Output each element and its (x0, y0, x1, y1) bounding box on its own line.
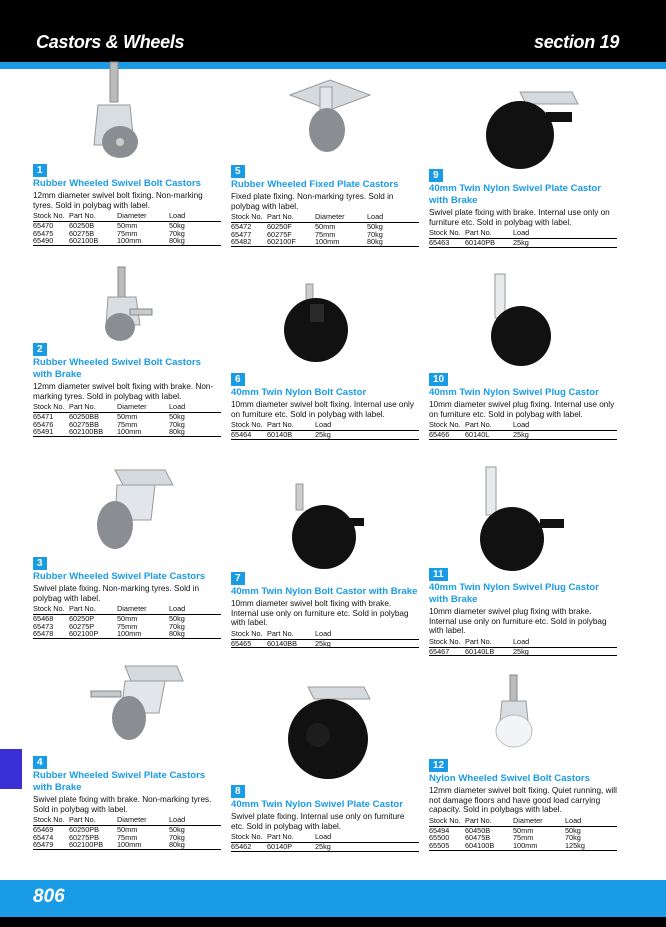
cell: 65494 (429, 825, 450, 835)
col-load: Load (513, 229, 617, 239)
cell: 60140B (267, 431, 315, 440)
table-row (231, 238, 419, 246)
col-stock: Stock No. (429, 421, 465, 431)
col-load: Load (169, 605, 221, 615)
cell: 65490 (33, 237, 69, 245)
product-number: 6 (231, 373, 245, 386)
cell: 70kg (367, 229, 383, 239)
col-part: Part No. (69, 403, 117, 413)
cell: 65474 (33, 832, 54, 842)
col-stock: Stock No. (231, 421, 267, 431)
cell: 50mm (315, 222, 336, 232)
col-diameter: Diameter (117, 605, 169, 615)
product-title: Rubber Wheeled Swivel Plate Castors (33, 571, 206, 582)
page-number: 806 (33, 886, 65, 907)
product-number: 11 (429, 568, 448, 581)
cell: 60275F (267, 229, 292, 239)
product-title: Rubber Wheeled Swivel Bolt Castors (33, 178, 201, 189)
product-description: 10mm diameter swivel bolt fixing. Internal use only on furniture etc. Sold in polybag with label. (231, 400, 414, 419)
castor-twin-plug-black-image (485, 272, 560, 372)
col-load: Load (513, 421, 617, 431)
product-description: Fixed plate fixing. Non-marking tyres. Sold in polybag with label. (231, 192, 394, 211)
product-title: 40mm Twin Nylon Swivel Plate Castor (231, 799, 404, 810)
product-number: 9 (429, 169, 443, 182)
cell: 80kg (169, 630, 221, 638)
castor-nylon-bolt-white-image (480, 673, 550, 753)
cell: 60475B (465, 833, 491, 843)
product-number: 8 (231, 785, 245, 798)
castor-twin-plate-brake-black-image (480, 90, 580, 175)
product-7 (231, 568, 419, 648)
product-table (33, 605, 221, 639)
product-description: Swivel plate fixing with brake. Non-marking tyres. Sold in polybag with label. (33, 795, 212, 814)
product-description: Swivel plate fixing. Internal use only on furniture etc. Sold in polybag with label. (231, 812, 405, 831)
cell: 75mm (117, 228, 138, 238)
cell: 60140PB (465, 239, 513, 248)
cell: 60250B (69, 221, 95, 231)
cell: 50kg (169, 614, 185, 624)
table-row (429, 647, 617, 656)
header-bar (0, 0, 666, 62)
cell: 602100B (69, 237, 117, 245)
cell: 70kg (169, 419, 185, 429)
product-3 (33, 553, 221, 639)
cell: 50mm (117, 614, 138, 624)
cell: 70kg (169, 621, 185, 631)
product-table (429, 229, 617, 248)
product-description: Swivel plate fixing. Non-marking tyres. Sold in polybag with label. (33, 584, 200, 603)
table-row (429, 431, 617, 440)
product-table (231, 421, 419, 440)
table-row (429, 239, 617, 248)
product-number: 1 (33, 164, 47, 177)
cell: 50kg (367, 222, 383, 232)
cell: 60450B (465, 825, 491, 835)
cell: 60250BB (69, 412, 100, 422)
cell: 60275BB (69, 419, 100, 429)
cell: 65469 (33, 825, 54, 835)
cell: 60275PB (69, 832, 100, 842)
cell: 25kg (513, 239, 617, 248)
product-title: 40mm Twin Nylon Swivel Plate Castor with Brake (429, 183, 602, 206)
castor-bolt-grey-image (80, 60, 150, 160)
cell: 50mm (513, 825, 534, 835)
castor-twin-bolt-black-image (280, 282, 360, 372)
table-row (33, 237, 221, 245)
cell: 80kg (169, 237, 221, 245)
cell: 65505 (429, 842, 465, 850)
product-table (231, 833, 419, 852)
cell: 65466 (429, 431, 465, 440)
product-number: 7 (231, 572, 245, 585)
product-table (429, 817, 617, 851)
col-stock: Stock No. (231, 213, 267, 223)
col-part: Part No. (267, 630, 315, 640)
cell: 70kg (169, 832, 185, 842)
cell: 65463 (429, 239, 465, 248)
cell: 602100F (267, 238, 315, 246)
cell: 75mm (315, 229, 336, 239)
product-2 (33, 339, 221, 437)
cell: 60140BB (267, 639, 315, 648)
col-stock: Stock No. (429, 817, 465, 827)
col-load: Load (169, 816, 221, 826)
cell: 65462 (231, 843, 267, 852)
cell: 75mm (117, 419, 138, 429)
table-row (231, 843, 419, 852)
product-description: 12mm diameter swivel bolt fixing. Quiet running, will not damage floors and have good load carrying capacity. Sold in polybags with label. (429, 786, 617, 815)
col-diameter: Diameter (117, 816, 169, 826)
cell: 100mm (117, 237, 169, 245)
product-number: 10 (429, 373, 448, 386)
product-11 (429, 564, 617, 656)
product-number: 12 (429, 759, 448, 772)
table-row (231, 639, 419, 648)
castor-plate-grey-image (85, 465, 175, 555)
header-title: Castors & Wheels (36, 32, 185, 52)
product-6 (231, 369, 419, 440)
cell: 604100B (465, 842, 513, 850)
product-title: Rubber Wheeled Swivel Bolt Castors with Brake (33, 357, 201, 380)
cell: 75mm (117, 621, 138, 631)
cell: 602100BB (69, 428, 117, 436)
cell: 50kg (169, 412, 185, 422)
col-part: Part No. (465, 638, 513, 648)
cell: 50mm (117, 412, 138, 422)
col-load: Load (565, 817, 617, 827)
product-description: Swivel plate fixing with brake. Internal use only on furniture etc. Sold in polybag with label. (429, 208, 610, 227)
product-9 (429, 165, 617, 248)
cell: 65482 (231, 238, 267, 246)
table-row (231, 431, 419, 440)
col-stock: Stock No. (33, 403, 69, 413)
product-12 (429, 755, 617, 851)
product-title: 40mm Twin Nylon Swivel Plug Castor with Brake (429, 582, 599, 605)
castor-twin-bolt-brake-black-image (282, 482, 372, 572)
product-title: 40mm Twin Nylon Bolt Castor with Brake (231, 586, 418, 597)
product-description: 10mm diameter swivel bolt fixing with brake. Internal use only on furniture etc. Sold in polybag with label. (231, 599, 409, 628)
cell: 50kg (169, 221, 185, 231)
col-load: Load (169, 403, 221, 413)
product-1 (33, 160, 221, 246)
cell: 75mm (117, 832, 138, 842)
table-row (33, 630, 221, 638)
cell: 65500 (429, 833, 450, 843)
col-stock: Stock No. (231, 630, 267, 640)
cell: 60250P (69, 614, 95, 624)
cell: 25kg (513, 647, 617, 656)
col-load: Load (315, 421, 419, 431)
cell: 65473 (33, 621, 54, 631)
col-part: Part No. (267, 213, 315, 223)
product-description: 12mm diameter swivel bolt fixing with brake. Non-marking tyres. Sold in polybag with label. (33, 382, 214, 401)
castor-bolt-brake-grey-image (88, 265, 158, 345)
cell: 100mm (513, 842, 565, 850)
product-table (429, 638, 617, 657)
product-title: Nylon Wheeled Swivel Bolt Castors (429, 773, 590, 784)
product-title: 40mm Twin Nylon Bolt Castor (231, 387, 367, 398)
product-title: Rubber Wheeled Swivel Plate Castors with Brake (33, 770, 206, 793)
col-load: Load (513, 638, 617, 648)
cell: 25kg (315, 431, 419, 440)
product-number: 5 (231, 165, 245, 178)
product-description: 10mm diameter swivel plug fixing with brake. Internal use only on furniture etc. Sold in polybag with label. (429, 607, 607, 636)
product-description: 12mm diameter swivel bolt fixing. Non-marking tyres. Sold in polybag with label. (33, 191, 203, 210)
cell: 60250F (267, 222, 292, 232)
cell: 65472 (231, 222, 252, 232)
cell: 80kg (169, 841, 221, 849)
cell: 60140L (465, 431, 513, 440)
cell: 65471 (33, 412, 54, 422)
product-number: 2 (33, 343, 47, 356)
col-part: Part No. (465, 229, 513, 239)
col-diameter: Diameter (315, 213, 367, 223)
col-stock: Stock No. (33, 816, 69, 826)
col-part: Part No. (465, 817, 513, 827)
cell: 602100P (69, 630, 117, 638)
footer-bar (0, 880, 666, 917)
cell: 65478 (33, 630, 69, 638)
product-table (33, 403, 221, 437)
product-title: 40mm Twin Nylon Swivel Plug Castor (429, 387, 599, 398)
col-part: Part No. (267, 833, 315, 843)
cell: 65470 (33, 221, 54, 231)
col-load: Load (315, 833, 419, 843)
cell: 25kg (513, 431, 617, 440)
product-table (33, 212, 221, 246)
cell: 65468 (33, 614, 54, 624)
cell: 80kg (169, 428, 221, 436)
product-title: Rubber Wheeled Fixed Plate Castors (231, 179, 399, 190)
castor-fixed-plate-grey-image (282, 75, 372, 155)
product-table (429, 421, 617, 440)
product-4 (33, 752, 221, 850)
col-load: Load (169, 212, 221, 222)
product-description: 10mm diameter swivel plug fixing. Internal use only on furniture etc. Sold in polybag with label. (429, 400, 615, 419)
cell: 25kg (315, 843, 419, 852)
product-table (231, 630, 419, 649)
cell: 100mm (117, 841, 169, 849)
cell: 60275P (69, 621, 95, 631)
cell: 65464 (231, 431, 267, 440)
cell: 65475 (33, 228, 54, 238)
product-10 (429, 369, 617, 440)
table-row (33, 841, 221, 849)
col-load: Load (315, 630, 419, 640)
cell: 60140LB (465, 647, 513, 656)
table-row (33, 428, 221, 436)
col-diameter: Diameter (117, 403, 169, 413)
cell: 65491 (33, 428, 69, 436)
col-part: Part No. (69, 816, 117, 826)
castor-plate-brake-grey-image (85, 663, 185, 743)
col-part: Part No. (69, 605, 117, 615)
cell: 100mm (117, 630, 169, 638)
cell: 50kg (169, 825, 185, 835)
col-load: Load (367, 213, 419, 223)
cell: 60140P (267, 843, 315, 852)
col-diameter: Diameter (117, 212, 169, 222)
cell: 100mm (315, 238, 367, 246)
castor-twin-plug-brake-black-image (470, 465, 570, 575)
cell: 65465 (231, 639, 267, 648)
footer-stripe (0, 917, 666, 927)
castor-twin-plate-black-image (270, 685, 380, 785)
cell: 25kg (315, 639, 419, 648)
col-stock: Stock No. (429, 229, 465, 239)
cell: 65476 (33, 419, 54, 429)
section-label: section 19 (534, 32, 620, 52)
cell: 65467 (429, 647, 465, 656)
cell: 70kg (169, 228, 185, 238)
col-stock: Stock No. (429, 638, 465, 648)
col-part: Part No. (69, 212, 117, 222)
cell: 60250PB (69, 825, 100, 835)
cell: 80kg (367, 238, 419, 246)
cell: 65479 (33, 841, 69, 849)
table-row (429, 842, 617, 850)
cell: 70kg (565, 833, 581, 843)
col-part: Part No. (267, 421, 315, 431)
product-8 (231, 781, 419, 852)
cell: 60275B (69, 228, 95, 238)
cell: 602100PB (69, 841, 117, 849)
cell: 65477 (231, 229, 252, 239)
cell: 50mm (117, 221, 138, 231)
col-stock: Stock No. (231, 833, 267, 843)
cell: 50kg (565, 825, 581, 835)
product-5 (231, 161, 419, 247)
cell: 125kg (565, 842, 617, 850)
col-stock: Stock No. (33, 212, 69, 222)
section-side-tab (0, 749, 22, 789)
product-number: 4 (33, 756, 47, 769)
product-table (33, 816, 221, 850)
col-diameter: Diameter (513, 817, 565, 827)
cell: 75mm (513, 833, 534, 843)
product-table (231, 213, 419, 247)
col-stock: Stock No. (33, 605, 69, 615)
col-part: Part No. (465, 421, 513, 431)
cell: 100mm (117, 428, 169, 436)
cell: 50mm (117, 825, 138, 835)
product-number: 3 (33, 557, 47, 570)
